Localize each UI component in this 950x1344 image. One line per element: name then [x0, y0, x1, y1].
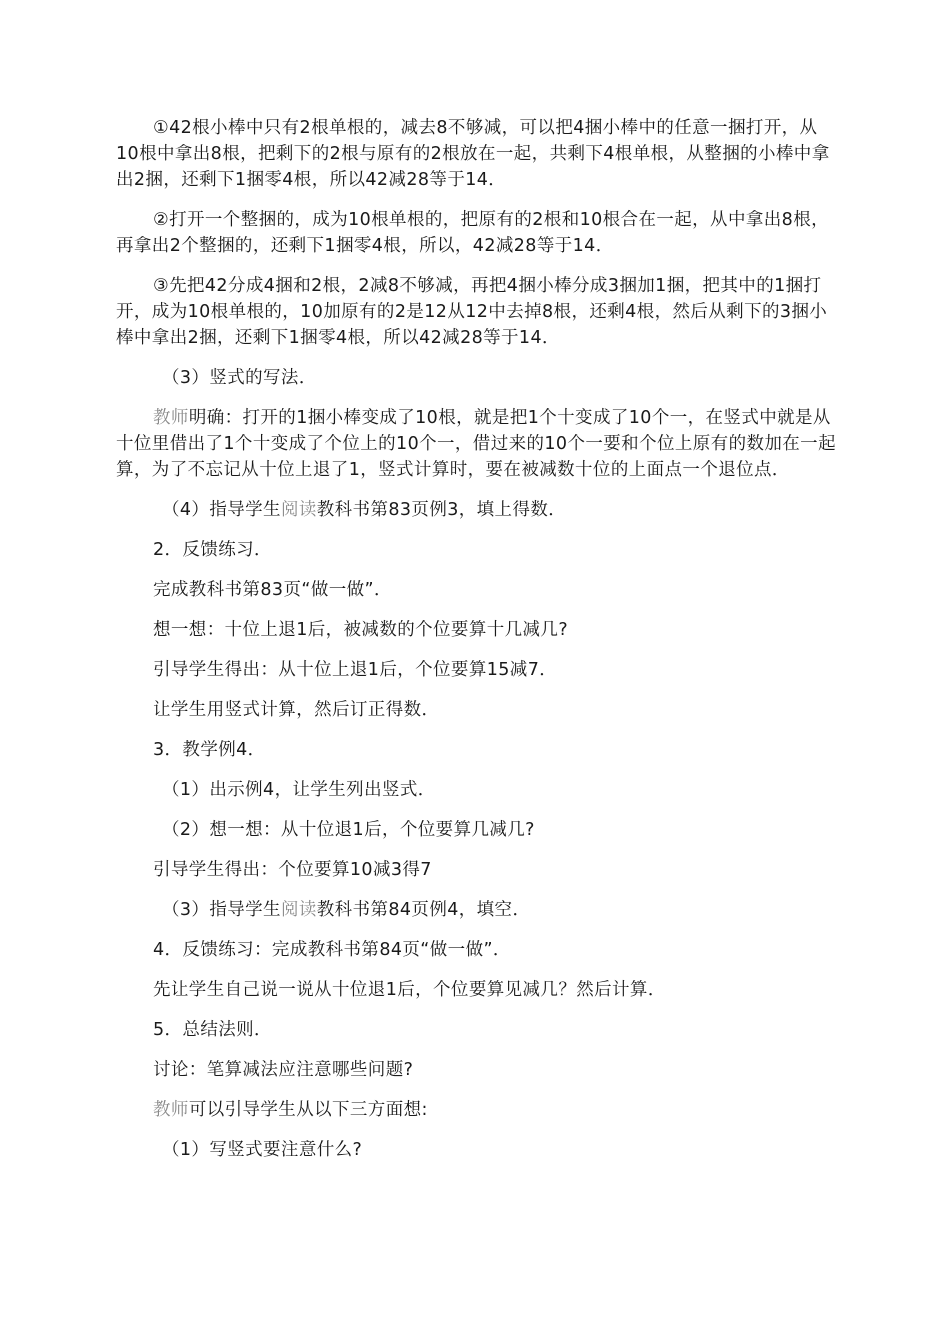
paragraph-step-2: ②打开一个整捆的，成为10根单根的，把原有的2根和10根合在一起，从中拿出8根，再拿出2个整捆的，还剩下1捆零4根，所以，42减28等于14． — [116, 210, 829, 256]
paragraph-text: 可以引导学生从以下三方面想: — [188, 1100, 428, 1120]
paragraph-text: 教科书第83页例3，填上得数． — [316, 500, 567, 520]
paragraph-teacher-guide — [116, 1097, 838, 1123]
paragraph-guide-conclude: 引导学生得出：从十位上退1后，个位要算15减7． — [153, 660, 558, 680]
paragraph-step-3: ③先把42分成4捆和2根，2减8不够减，再把4捆小棒分成3捆加1捆，把其中的1捆打开，成为10根单根的，10加原有的2是12从12中去掉8根，还剩4根，然后从剩下的3捆小棒中拿出2捆，还剩下1捆零4根，所以42减28等于14． — [116, 276, 828, 348]
paragraph-do-exercise: 完成教科书第83页“做一做”． — [153, 580, 392, 600]
paragraph-show-example-4: （1）出示例4，让学生列出竖式． — [162, 780, 436, 800]
section-feedback-practice: 2．反馈练习． — [153, 540, 272, 560]
paragraph-text: （3）指导学生 — [162, 900, 281, 920]
document-body — [116, 115, 838, 1177]
paragraph-guide-read-ex4 — [116, 897, 838, 923]
keyword-read: 阅读 — [280, 900, 317, 920]
paragraph-discussion: 讨论：笔算减法应注意哪些问题? — [153, 1060, 414, 1080]
paragraph-text: （4）指导学生 — [162, 500, 281, 520]
paragraph-vertical-calc: 让学生用竖式计算，然后订正得数． — [153, 700, 440, 720]
paragraph-guide-conclude-2: 引导学生得出：个位要算10减3得7 — [153, 860, 432, 880]
keyword-teacher: 教师 — [153, 408, 189, 428]
paragraph-vertical-form-heading: （3）竖式的写法． — [162, 368, 317, 388]
paragraph-think: 想一想：十位上退1后，被减数的个位要算十几减几? — [153, 620, 569, 640]
paragraph-write-vertical: （1）写竖式要注意什么? — [162, 1140, 363, 1160]
paragraph-text: 教科书第84页例4，填空． — [316, 900, 531, 920]
paragraph-think-2: （2）想一想：从十位退1后，个位要算几减几? — [162, 820, 535, 840]
paragraph-self-explain: 先让学生自己说一说从十位退1后，个位要算见减几？然后计算． — [153, 980, 666, 1000]
section-feedback-practice-2: 4．反馈练习：完成教科书第84页“做一做”． — [153, 940, 511, 960]
paragraph-text: 明确：打开的1捆小棒变成了10根，就是把1个十变成了10个一，在竖式中就是从十位里借出了1个十变成了个位上的10个一，借过来的10个一要和个位上原有的数加在一起算，为了不忘记从十位上退了1，竖式计算时，要在被减数十位的上面点一个退位点． — [116, 408, 836, 480]
paragraph-teacher-clarify — [116, 405, 838, 483]
keyword-teacher: 教师 — [153, 1100, 189, 1120]
section-teach-example-4: 3．教学例4． — [153, 740, 266, 760]
keyword-read: 阅读 — [280, 500, 317, 520]
paragraph-step-1: ①42根小棒中只有2根单根的，减去8不够减，可以把4捆小棒中的任意一捆打开，从10根中拿出8根，把剩下的2根与原有的2根放在一起，共剩下4根单根，从整捆的小棒中拿出2捆，还剩下1捆零4根，所以42减28等于14． — [116, 118, 830, 190]
paragraph-guide-read-ex3 — [116, 497, 838, 523]
section-summary-rules: 5．总结法则． — [153, 1020, 272, 1040]
